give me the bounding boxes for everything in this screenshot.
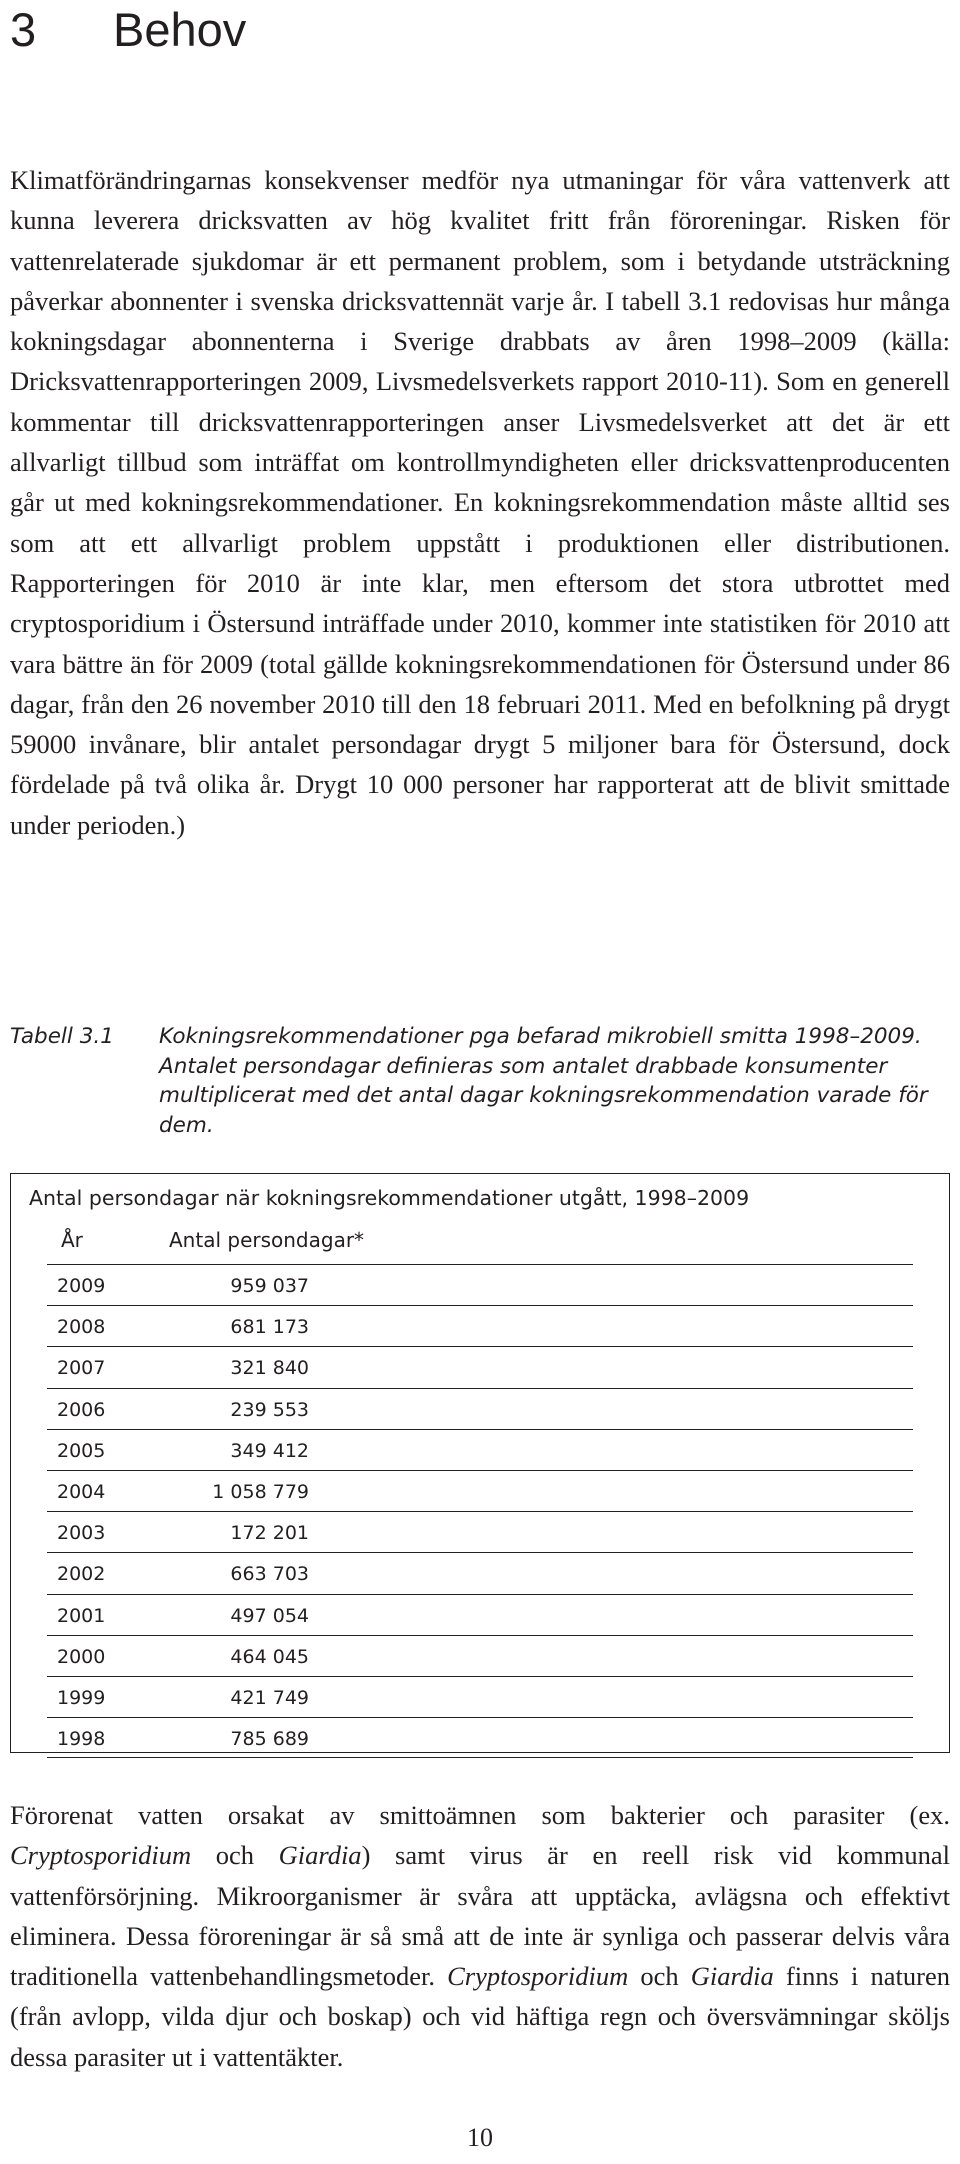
value-cell: 464 045 (230, 1645, 309, 1668)
value-cell: 421 749 (230, 1686, 309, 1709)
table-row (47, 1635, 913, 1676)
table-row (47, 1676, 913, 1717)
year-cell: 2004 (57, 1480, 106, 1503)
data-table (10, 1173, 950, 1753)
table-row (47, 1470, 913, 1511)
value-cell: 959 037 (230, 1275, 309, 1297)
value-cell: 239 553 (230, 1398, 309, 1421)
year-cell: 2006 (57, 1398, 106, 1421)
column-header-persondays: Antal persondagar* (169, 1228, 365, 1252)
year-cell: 2007 (57, 1357, 106, 1380)
paragraph-italic-term: Giardia (690, 1961, 774, 1992)
value-cell: 1 058 779 (212, 1480, 309, 1503)
paragraph-text: och (191, 1840, 279, 1871)
paragraph-text: och (628, 1961, 691, 1992)
paragraph-text: finns i naturen (från avlopp, vilda djur och boskap) och vid häftiga regn och översvämningar sköljs dessa parasiter ut i vattentäkter. (10, 1961, 951, 2072)
table-row (47, 1388, 913, 1429)
paragraph-italic-term: Giardia (278, 1840, 362, 1871)
table-row (47, 1552, 913, 1593)
table-title: Antal persondagar när kokningsrekommendationer utgått, 1998–2009 (29, 1186, 750, 1210)
paragraph-italic-term: Cryptosporidium (447, 1961, 629, 1992)
caption-label: Tabell 3.1 (10, 1024, 114, 1049)
year-cell: 2005 (57, 1439, 106, 1462)
year-cell: 2002 (57, 1563, 106, 1586)
section-heading (10, 2, 246, 58)
value-cell: 497 054 (230, 1604, 309, 1627)
intro-paragraph: Klimatförändringarnas konsekvenser medför nya utmaningar för våra vattenverk att kunna leverera dricksvatten av hög kvalitet fritt från föroreningar. Risken för vattenrelaterade sjukdomar är ett permanent problem, som i betydande utsträckning påverkar abonnenter i svenska dricksvattennät varje år. I tabell 3.1 redovisas hur många kokningsdagar abonnenterna i Sverige drabbats av åren 1998–2009 (källa: Dricksvattenrapporteringen 2009, Livsmedelsverkets rapport 2010-11). Som en generell kommentar till dricksvattenrapporteringen anser Livsmedelsverket att det är ett allvarligt tillbud som inträffat om kontrollmyndigheten eller dricksvattenproducenten går ut med kokningsrekommendationer. En kokningsrekommendation måste alltid ses som att ett allvarligt problem uppstått i produktionen eller distributionen. Rapporteringen för 2010 är inte klar, men eftersom det stora utbrottet med cryptosporidium i Östersund inträffade under 2010, kommer inte statistiken för 2010 att vara bättre än för 2009 (total gällde kokningsrekommendationen för Östersund under 86 dagar, från den 26 november 2010 till den 18 februari 2011. Med en befolkning på drygt 59000 invånare, blir antalet persondagar drygt 5 miljoner bara för Östersund, dock fördelade på två olika år. Drygt 10 000 personer har rapporterat att de blivit smittade under perioden.) (10, 165, 950, 840)
year-cell: 2008 (57, 1316, 106, 1339)
value-cell: 681 173 (230, 1316, 309, 1339)
column-header-year: År (61, 1228, 83, 1252)
year-cell: 2001 (57, 1604, 106, 1627)
year-cell: 1998 (57, 1728, 106, 1751)
year-cell: 2009 (57, 1275, 106, 1297)
year-cell: 2000 (57, 1645, 106, 1668)
table-row (47, 1594, 913, 1635)
table-row (47, 1429, 913, 1470)
value-cell: 663 703 (230, 1563, 309, 1586)
value-cell: 785 689 (230, 1728, 309, 1751)
value-cell: 172 201 (230, 1522, 309, 1545)
page-number: 10 (467, 2123, 493, 2152)
closing-paragraph (10, 1795, 950, 2077)
section-title: Behov (113, 3, 247, 56)
caption-text: Kokningsrekommendationer pga befarad mikrobiell smitta 1998–2009. Antalet persondagar definieras som antalet drabbade konsumenter multiplicerat med det antal dagar kokningsrekommendation varade för dem. (159, 1024, 928, 1138)
value-cell: 321 840 (230, 1357, 309, 1380)
year-cell: 1999 (57, 1686, 106, 1709)
paragraph-text: Förorenat vatten orsakat av smittoämnen som bakterier och parasiter (ex. (10, 1800, 950, 1830)
table-row (47, 1717, 913, 1758)
section-number: 3 (10, 3, 37, 56)
table-row (47, 1346, 913, 1387)
table-row (47, 1305, 913, 1346)
table-row (47, 1264, 913, 1305)
paragraph-italic-term: Cryptosporidium (10, 1840, 192, 1871)
table-body (47, 1264, 913, 1758)
value-cell: 349 412 (230, 1439, 309, 1462)
table-row (47, 1511, 913, 1552)
paragraph-text: ) samt virus är en reell risk vid kommunal vattenförsörjning. Mikroorganismer är svåra att upptäcka, avlägsna och effektivt eliminera. Dessa föroreningar är så små att de inte är synliga och passerar delvis våra traditionella vattenbehandlingsmetoder. (10, 1840, 950, 1992)
year-cell: 2003 (57, 1522, 106, 1545)
